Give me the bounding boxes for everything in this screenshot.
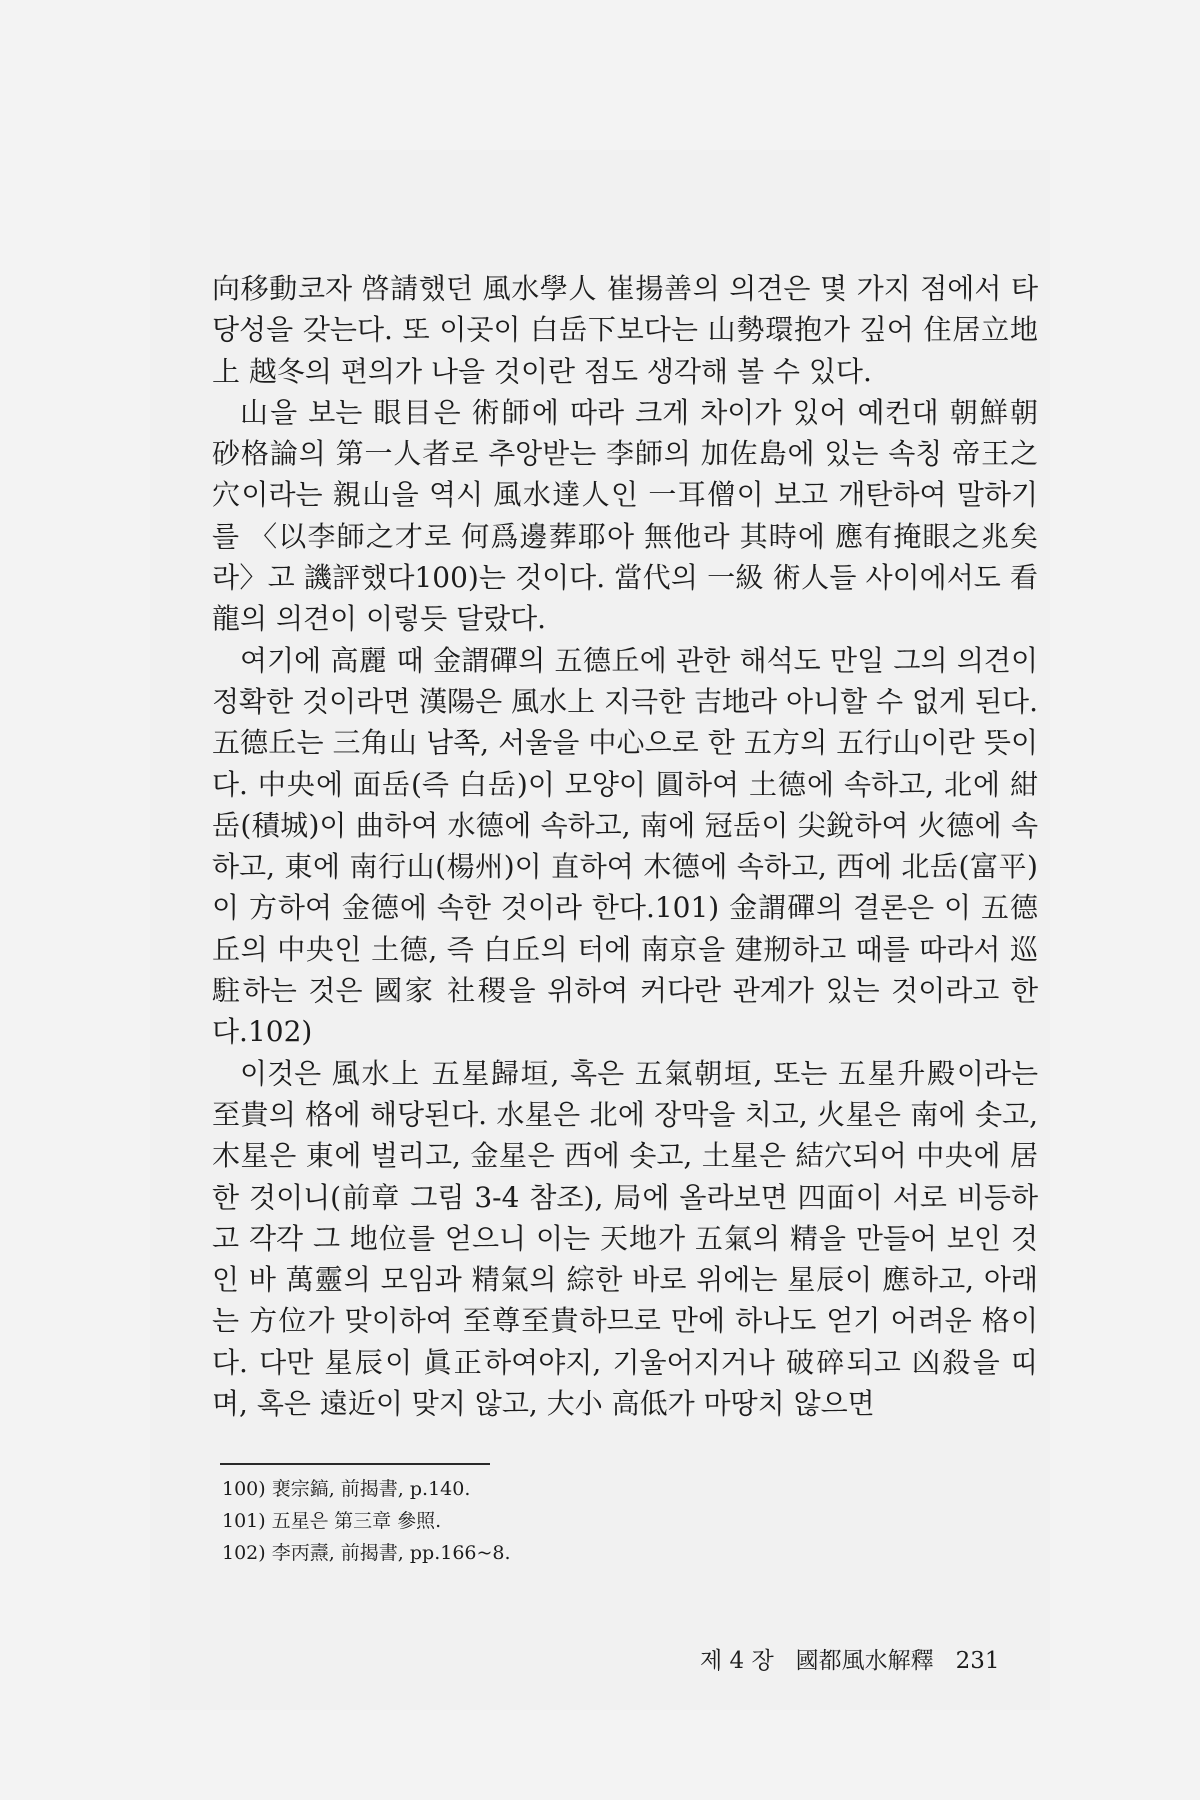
chapter-label: 제 4 장 [700,1648,774,1674]
footnote-102: 102) 李丙燾, 前揭書, pp.166~8. [222,1542,511,1564]
paragraph-five-virtue-hills: 여기에 高麗 때 金謂磾의 五德丘에 관한 해석도 만일 그의 의견이 정확한 것이라면 漢陽은 風水上 지극한 吉地라 아니할 수 없게 된다. 五德丘는 三角山 남쪽, 서울을 中心으로 한 五方의 五行山이란 뜻이다. 中央에 面岳(즉 白岳)이 모양이 圓하여 土德에 속하고, 北에 紺岳(積城)이 曲하여 水德에 속하고, 南에 冠岳이 尖銳하여 火德에 속하고, 東에 南行山(楊州)이 直하여 木德에 속하고, 西에 北岳(富平)이 方하여 金德에 속한 것이라 한다.101) 金謂磾의 결론은 이 五德丘의 中央인 土德, 즉 白丘의 터에 南京을 建剏하고 때를 따라서 巡駐하는 것은 國家 社稷을 위하여 커다란 관계가 있는 것이라고 한다.102) [212,643,1038,1049]
running-footer [700,1642,1038,1675]
paragraph-five-stars: 이것은 風水上 五星歸垣, 혹은 五氣朝垣, 또는 五星升殿이라는 至貴의 格에 해당된다. 水星은 北에 장막을 치고, 火星은 南에 솟고, 木星은 東에 벌리고, 金星은 西에 솟고, 土星은 結穴되어 中央에 居한 것이니(前章 그림 3-4 참조), 局에 올라보면 四面이 서로 비등하고 각각 그 地位를 얻으니 이는 天地가 五氣의 精을 만들어 보인 것인 바 萬靈의 모임과 精氣의 綜한 바로 위에는 星辰이 應하고, 아래는 方位가 맞이하여 至尊至貴하므로 만에 하나도 얻기 어려운 格이다. 다만 星辰이 眞正하여야지, 기울어지거나 破碎되고 凶殺을 띠며, 혹은 遠近이 맞지 않고, 大小 高低가 마땅치 않으면 [212,1056,1038,1421]
footnotes [222,1473,722,1569]
footnote-divider [220,1463,490,1465]
page-number: 231 [955,1648,1000,1674]
paragraph-mountain-viewing: 山을 보는 眼目은 術師에 따라 크게 차이가 있어 예컨대 朝鮮朝 砂格論의 第一人者로 추앙받는 李師의 加佐島에 있는 속칭 帝王之穴이라는 親山을 역시 風水達人인 一耳僧이 보고 개탄하여 말하기를 〈以李師之才로 何爲邊葬耶아 無他라 其時에 應有掩眼之兆矣라〉고 譏評했다100)는 것이다. 當代의 一級 術人들 사이에서도 看龍의 의견이 이렇듯 달랐다. [212,395,1038,636]
paragraph-continuation: 向移動코자 啓請했던 風水學人 崔揚善의 의견은 몇 가지 점에서 타당성을 갖는다. 또 이곳이 白岳下보다는 山勢環抱가 깊어 住居立地上 越冬의 편의가 나을 것이란 점도 생각해 볼 수 있다. [212,272,1038,388]
footnote-101: 101) 五星은 第三章 參照. [222,1510,442,1532]
body-text [212,268,1038,1424]
section-title: 國都風水解釋 [795,1648,934,1674]
footnote-100: 100) 裵宗鎬, 前揭書, p.140. [222,1478,471,1500]
